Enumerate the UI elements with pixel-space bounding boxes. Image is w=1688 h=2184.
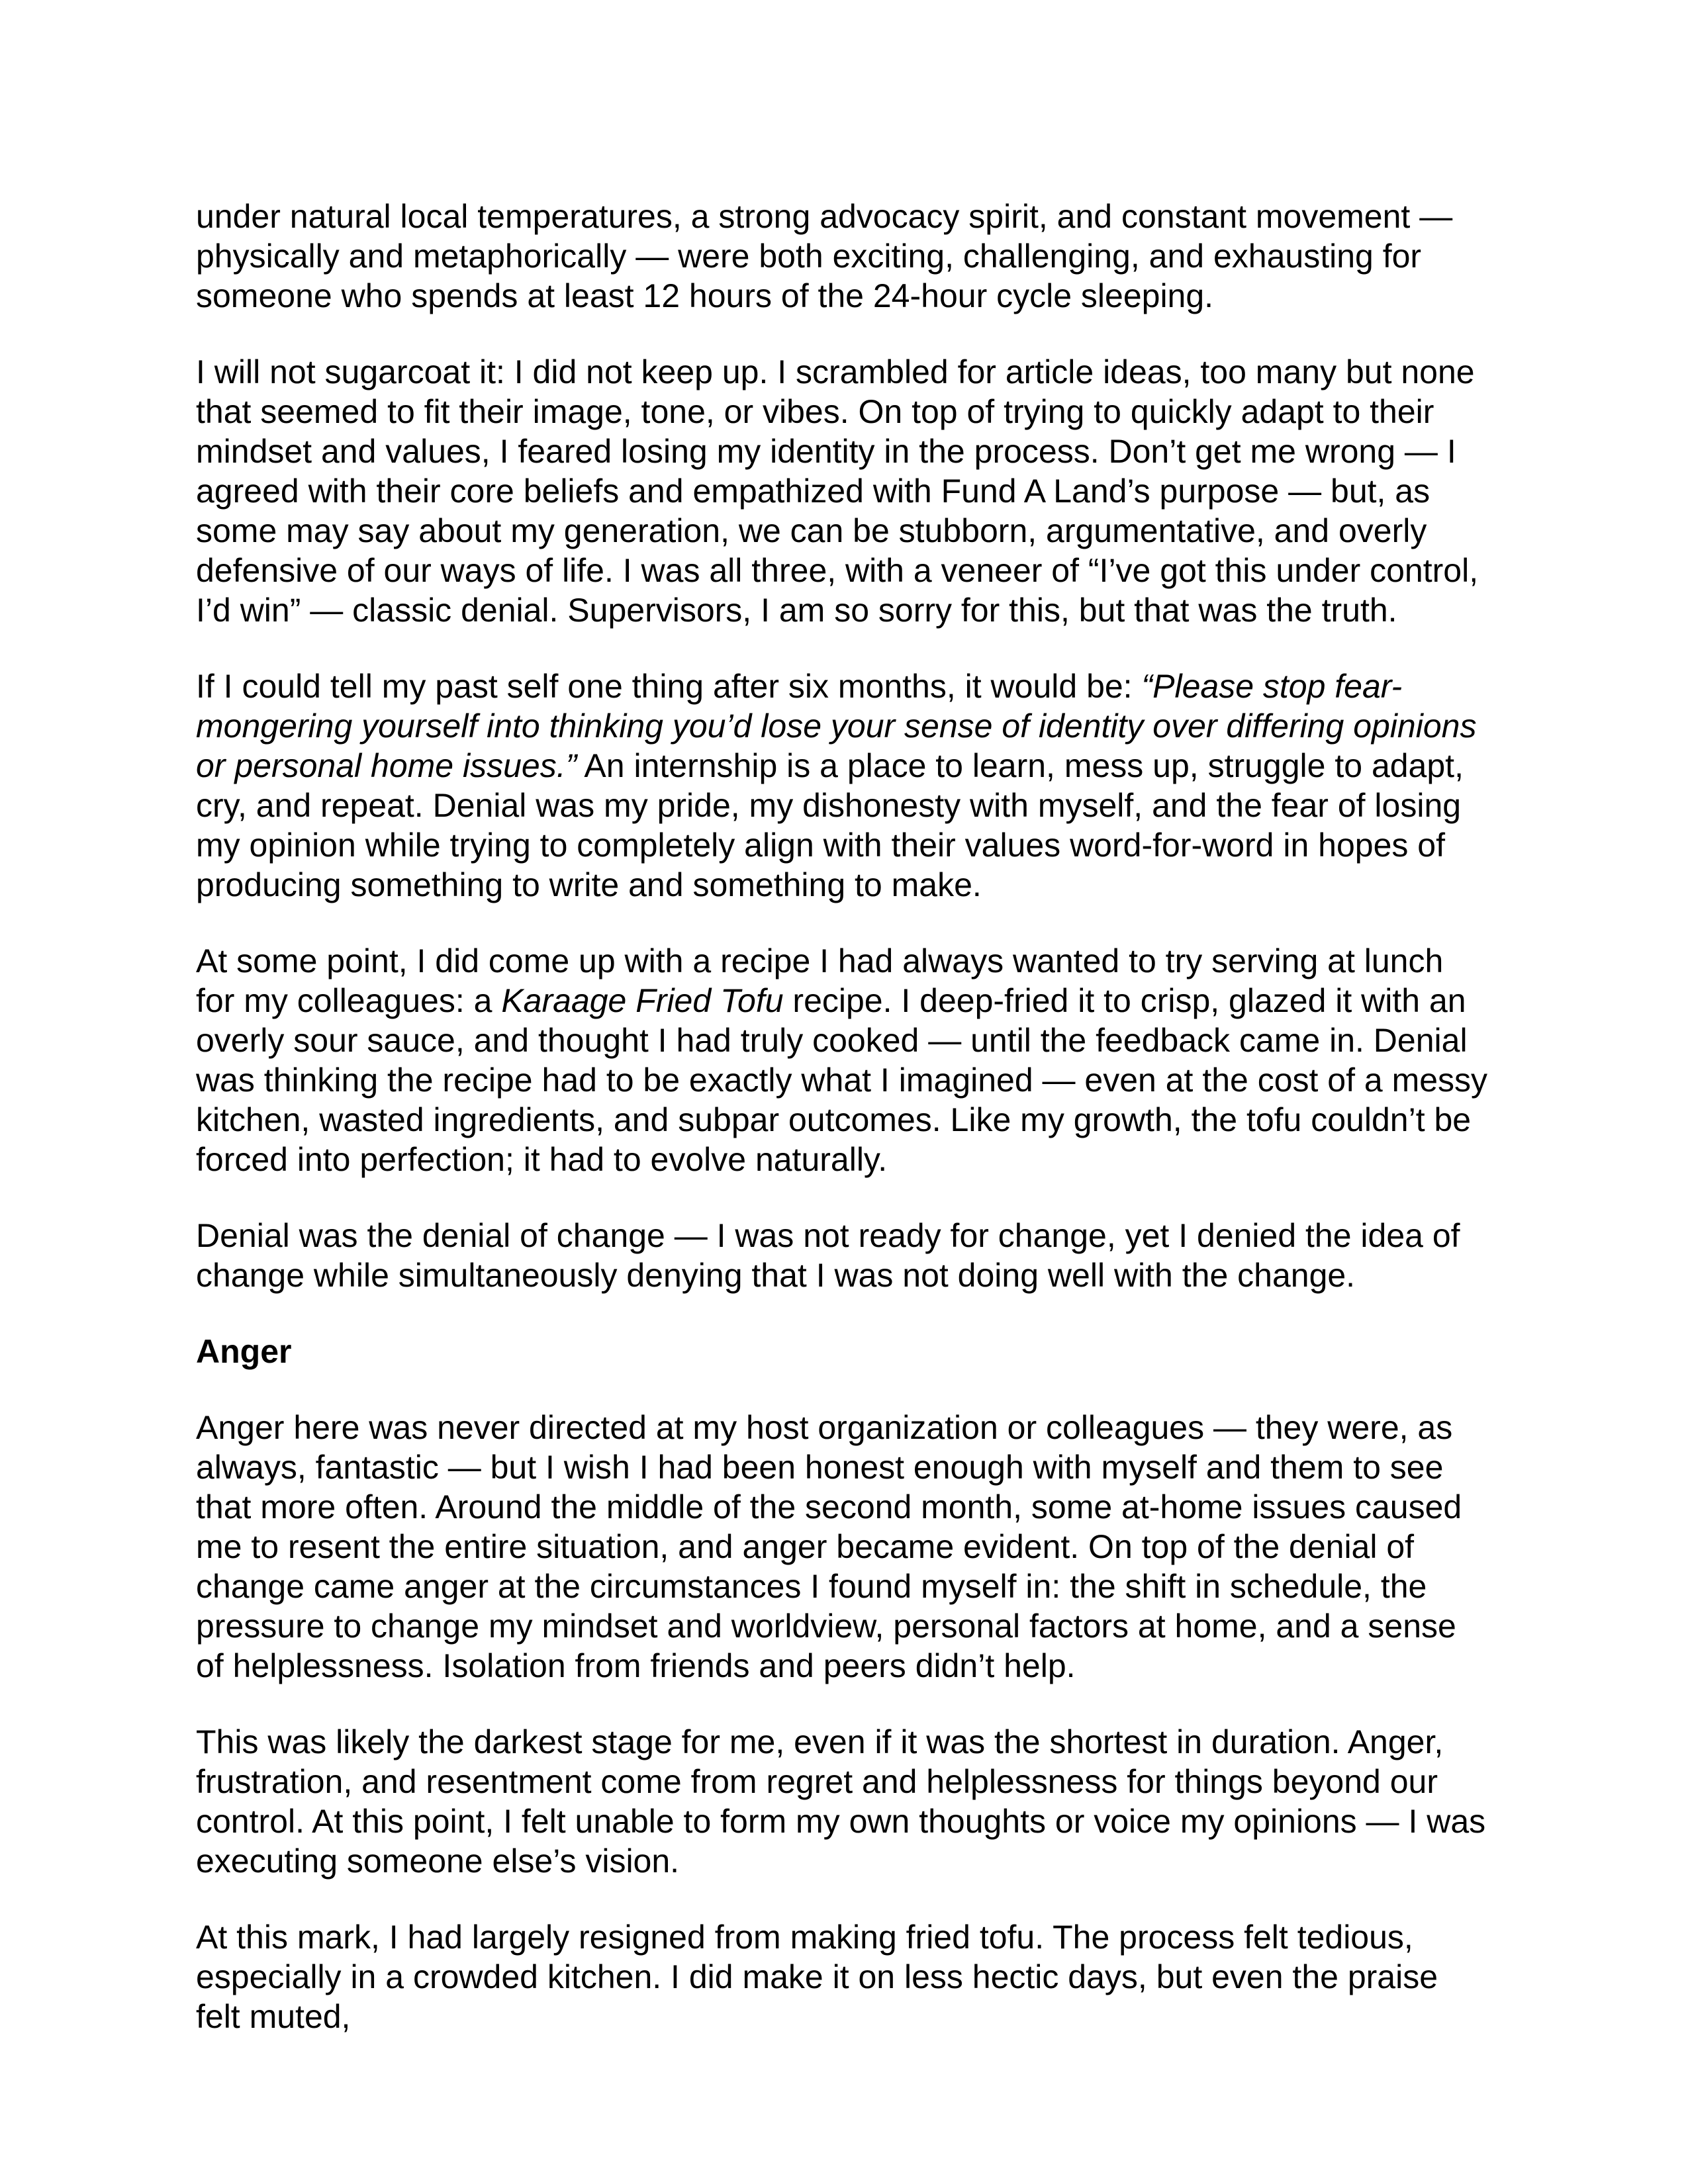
text-run: under natural local temperatures, a strong advocacy spirit, and constant movement — physically and metaphorically — were both exciting, challenging, and exhausting for someone who spends at least 12 hours of the 24-hour cycle sleeping.	[196, 198, 1453, 314]
document-content	[196, 197, 1488, 2073]
italic-text-run: Karaage Fried Tofu	[501, 982, 784, 1019]
text-run: If I could tell my past self one thing after six months, it would be:	[196, 668, 1142, 705]
body-paragraph	[196, 1917, 1488, 2036]
text-run: Anger	[196, 1333, 292, 1370]
body-paragraph	[196, 1216, 1488, 1295]
text-run: An internship is a place to learn, mess up, struggle to adapt, cry, and repeat. Denial was my pride, my dishonesty with myself, and the fear of losing my opinion while trying to completely align with their values word-for-word in hopes of producing something to write and something to make.	[196, 747, 1464, 903]
body-paragraph	[196, 352, 1488, 630]
text-run: Anger here was never directed at my host organization or colleagues — they were, as always, fantastic — but I wish I had been honest enough with myself and them to see that more often. Around the middle of the second month, some at-home issues caused me to resent the entire situation, and anger became evident. On top of the denial of change came anger at the circumstances I found myself in: the shift in schedule, the pressure to change my mindset and worldview, personal factors at home, and a sense of helplessness. Isolation from friends and peers didn’t help.	[196, 1409, 1462, 1684]
body-paragraph	[196, 1408, 1488, 1686]
body-paragraph	[196, 941, 1488, 1179]
body-paragraph	[196, 197, 1488, 316]
text-run: This was likely the darkest stage for me, even if it was the shortest in duration. Anger, frustration, and resentment come from regret and helplessness for things beyond our control. At this point, I felt unable to form my own thoughts or voice my opinions — I was executing someone else’s vision.	[196, 1723, 1486, 1880]
text-run: At this mark, I had largely resigned from making fried tofu. The process felt tedious, especially in a crowded kitchen. I did make it on less hectic days, but even the praise felt muted,	[196, 1919, 1438, 2035]
text-run: At some point, I did come up with a recipe I had always wanted to try serving at lunch for my colleagues: a	[196, 942, 1444, 1019]
text-run: I will not sugarcoat it: I did not keep up. I scrambled for article ideas, too many but none that seemed to fit their image, tone, or vibes. On top of trying to quickly adapt to their mindset and values, I feared losing my identity in the process. Don’t get me wrong — I agreed with their core beliefs and empathized with Fund A Land’s purpose — but, as some may say about my generation, we can be stubborn, argumentative, and overly defensive of our ways of life. I was all three, with a veneer of “I’ve got this under control, I’d win” — classic denial. Supervisors, I am so sorry for this, but that was the truth.	[196, 353, 1479, 629]
italic-text-run: “Please stop fear-mongering yourself into thinking you’d lose your sense of identity over differing opinions or personal home issues.”	[196, 668, 1477, 784]
body-paragraph	[196, 1722, 1488, 1881]
section-heading	[196, 1332, 1488, 1371]
body-paragraph	[196, 666, 1488, 905]
text-run: Denial was the denial of change — I was not ready for change, yet I denied the idea of change while simultaneously denying that I was not doing well with the change.	[196, 1217, 1460, 1294]
text-run: recipe. I deep-fried it to crisp, glazed it with an overly sour sauce, and thought I had truly cooked — until the feedback came in. Denial was thinking the recipe had to be exactly what I imagined — even at the cost of a messy kitchen, wasted ingredients, and subpar outcomes. Like my growth, the tofu couldn’t be forced into perfection; it had to evolve naturally.	[196, 982, 1488, 1178]
